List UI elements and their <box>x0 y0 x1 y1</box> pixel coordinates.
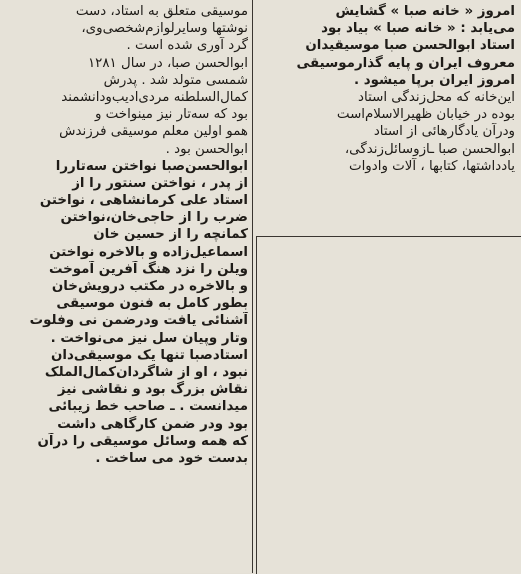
text-line: که همه وسائل موسیقی را درآن <box>37 433 248 449</box>
text-line: همو اولین معلم موسیقی فرزندش <box>59 124 248 140</box>
paragraph <box>8 3 248 55</box>
text-line: بطور کامل به فنون موسیقی <box>56 296 248 312</box>
text-line: نوشتها وسایرلوازم‌شخصی‌وی، <box>81 21 248 37</box>
text-line: موسیقی متعلق به استاد، دست <box>75 4 248 19</box>
text-line: این‌خانه که محل‌زندگی استاد <box>358 89 515 105</box>
text-line: از پدر ، نواختن سنتور را از <box>72 175 248 191</box>
text-line: و بالاخره در مکتب درویش‌خان <box>51 279 248 294</box>
article-column-left <box>8 3 248 467</box>
paragraph <box>8 158 248 347</box>
text-line: ویلن را نزد هنگ آفرین آموخت <box>48 261 248 277</box>
text-line: ودرآن یادگارهائی از استاد <box>373 124 515 140</box>
paragraph <box>260 89 515 175</box>
text-line: ابوالحسن صبا ـازوسائل‌زندگی، <box>344 141 515 157</box>
text-line: کمال‌السلطنه مردی‌ادیب‌ودانشمند <box>61 89 248 105</box>
text-line: اسماعیل‌زاده و بالاخره نواختن <box>49 244 248 260</box>
text-line: می‌یابد : « خانه صبا » بیاد بود <box>321 21 515 37</box>
text-line: نبود ، او از شاگردان‌کمال‌الملک <box>44 364 248 380</box>
text-line: بدست خود می ساخت . <box>95 450 248 466</box>
text-line: بوده در خیابان ظهیرالاسلام‌است <box>336 107 515 123</box>
text-line: استاد علی کرمانشاهی ، نواختن <box>39 193 248 209</box>
text-line: بود ودر ضمن کارگاهی داشت <box>57 416 248 432</box>
text-line: ضرب را از حاجی‌خان،نواختن <box>60 210 248 226</box>
text-line: ابوالحسن‌صبا نواختن سه‌تاررا <box>55 158 248 174</box>
text-line: ابوالحسن صبا، در سال ۱۲۸۱ <box>87 55 248 71</box>
column-divider <box>252 0 253 573</box>
text-line: نقاش بزرگ بود و نقاشی نیز <box>57 382 248 398</box>
text-line: وتار وپیان سل نیز می‌نواخت . <box>50 330 248 346</box>
paragraph <box>8 347 248 467</box>
text-line: ابوالحسن بود . <box>165 141 248 157</box>
text-line: معروف ایران و پایه گذارموسیقی <box>296 55 515 71</box>
text-line: کمانچه را از حسین خان <box>93 227 248 243</box>
text-line: امروز « خانه صبا » گشایش <box>335 4 515 19</box>
paragraph <box>8 55 248 158</box>
article-column-right <box>260 3 515 175</box>
text-line: آشنائی یافت ودرضمن نی وفلوت <box>29 313 248 329</box>
text-line: گرد آوری شده است . <box>126 38 248 54</box>
text-line: میدانست . ـ صاحب خط زیبائی <box>48 399 248 415</box>
text-line: امروز ایران برپا میشود . <box>353 72 515 88</box>
text-line: استادصبا تنها یک موسیقی‌دان <box>50 347 248 363</box>
text-line: یادداشتها، کتابها ، آلات وادوات <box>348 158 515 174</box>
paragraph <box>260 3 515 89</box>
text-line: بود که سه‌تار نیز مینواخت و <box>94 107 248 123</box>
text-line: استاد ابوالحسن صبا موسیقیدان <box>305 38 515 54</box>
adjacent-article-box <box>256 236 521 574</box>
text-line: شمسی متولد شد . پدرش <box>103 72 248 88</box>
